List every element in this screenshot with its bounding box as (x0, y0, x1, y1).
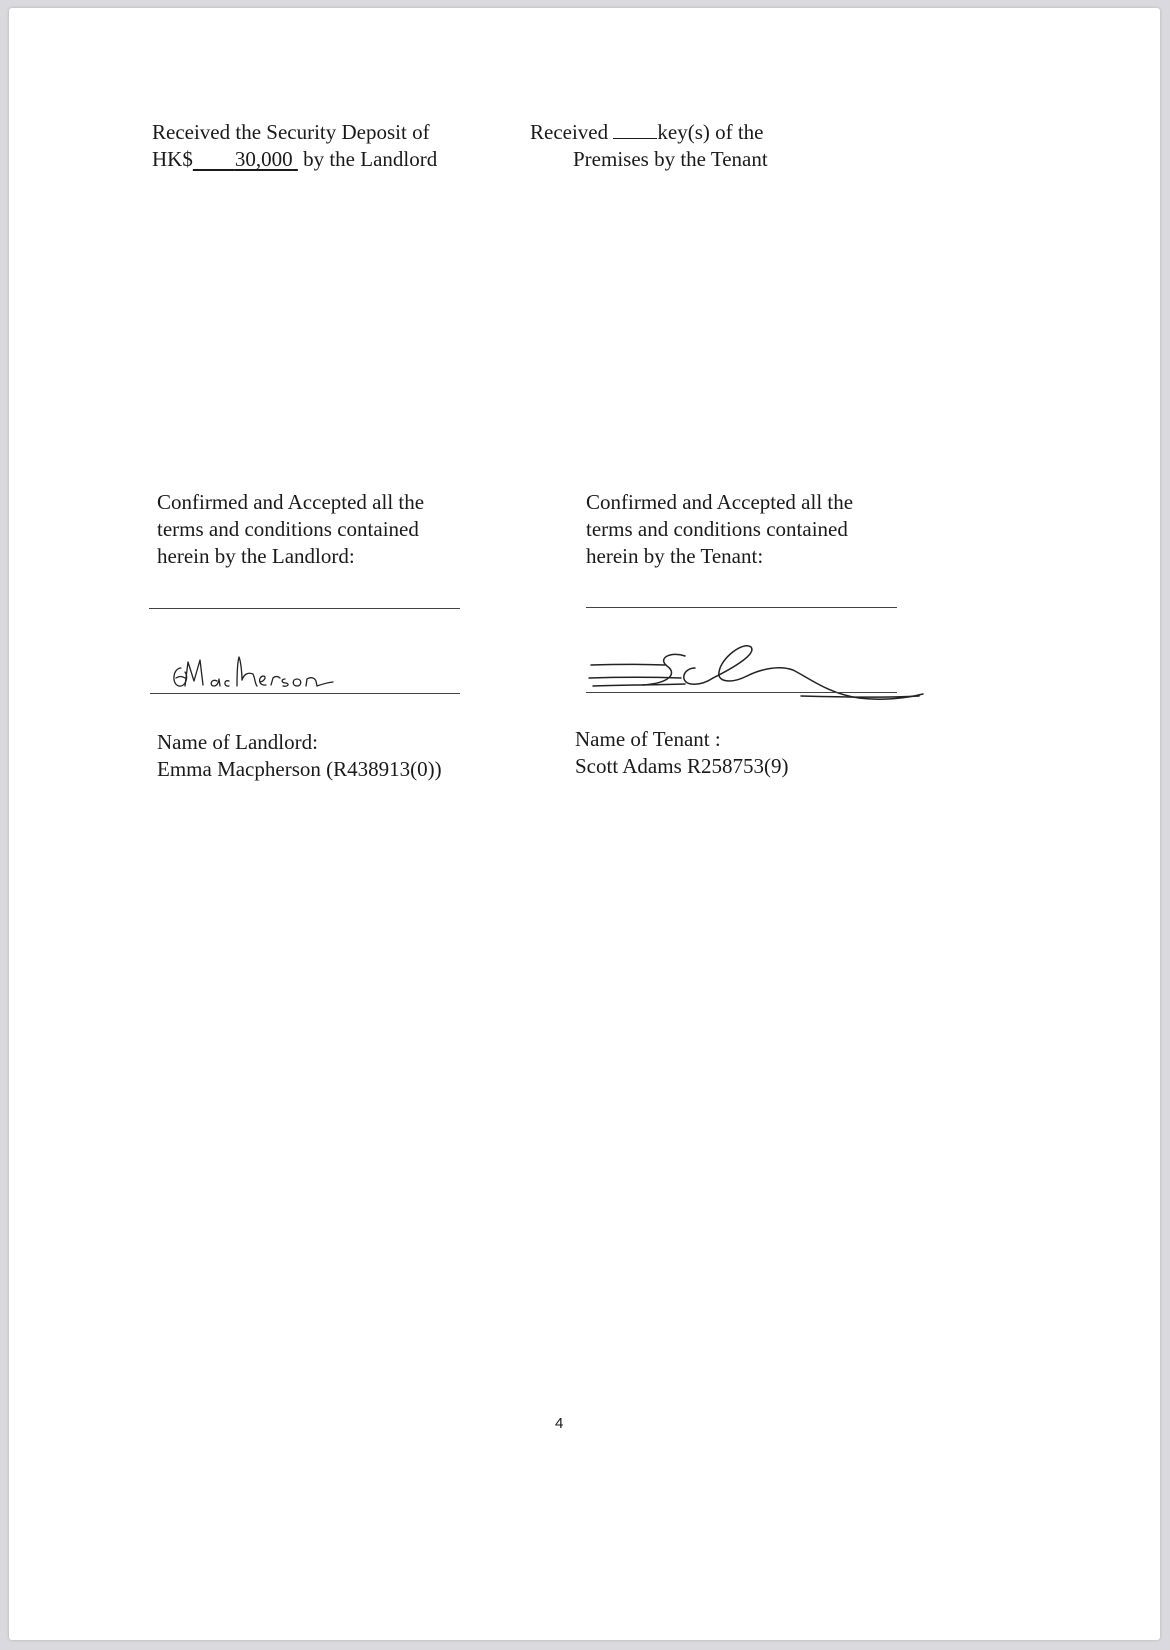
keys-suffix: key(s) of the (657, 120, 764, 144)
landlord-signature (167, 648, 367, 696)
deposit-line-1: Received the Security Deposit of (152, 120, 430, 144)
tenant-name-value: Scott Adams R258753(9) (575, 754, 789, 778)
tenant-confirm-line-3: herein by the Tenant: (586, 544, 764, 568)
currency-prefix: HK$ (152, 147, 193, 171)
tenant-confirm-line-2: terms and conditions contained (586, 517, 848, 541)
keys-line-1 (530, 119, 764, 146)
document-page (9, 8, 1160, 1640)
page-number: 4 (555, 1415, 564, 1432)
tenant-signature (581, 638, 931, 708)
tenant-signature-line (586, 692, 897, 693)
deposit-line-2 (152, 146, 437, 173)
landlord-confirm-line-2: terms and conditions contained (157, 517, 419, 541)
landlord-confirm-line-1: Confirmed and Accepted all the (157, 490, 425, 514)
keys-received-label: Received (530, 120, 609, 144)
tenant-name-label: Name of Tenant : (575, 727, 721, 751)
keys-count-blank (613, 121, 657, 139)
deposit-amount: 30,000 (234, 147, 293, 171)
landlord-signature-line (150, 693, 460, 694)
landlord-name-value: Emma Macpherson (R438913(0)) (157, 757, 442, 781)
tenant-confirm-line-1: Confirmed and Accepted all the (586, 490, 854, 514)
tenant-blank-line (586, 607, 897, 608)
landlord-confirm-line-3: herein by the Landlord: (157, 544, 355, 568)
landlord-blank-line (149, 608, 460, 609)
deposit-suffix: by the Landlord (303, 147, 438, 171)
keys-line-2: Premises by the Tenant (573, 147, 768, 171)
landlord-name-label: Name of Landlord: (157, 730, 318, 754)
